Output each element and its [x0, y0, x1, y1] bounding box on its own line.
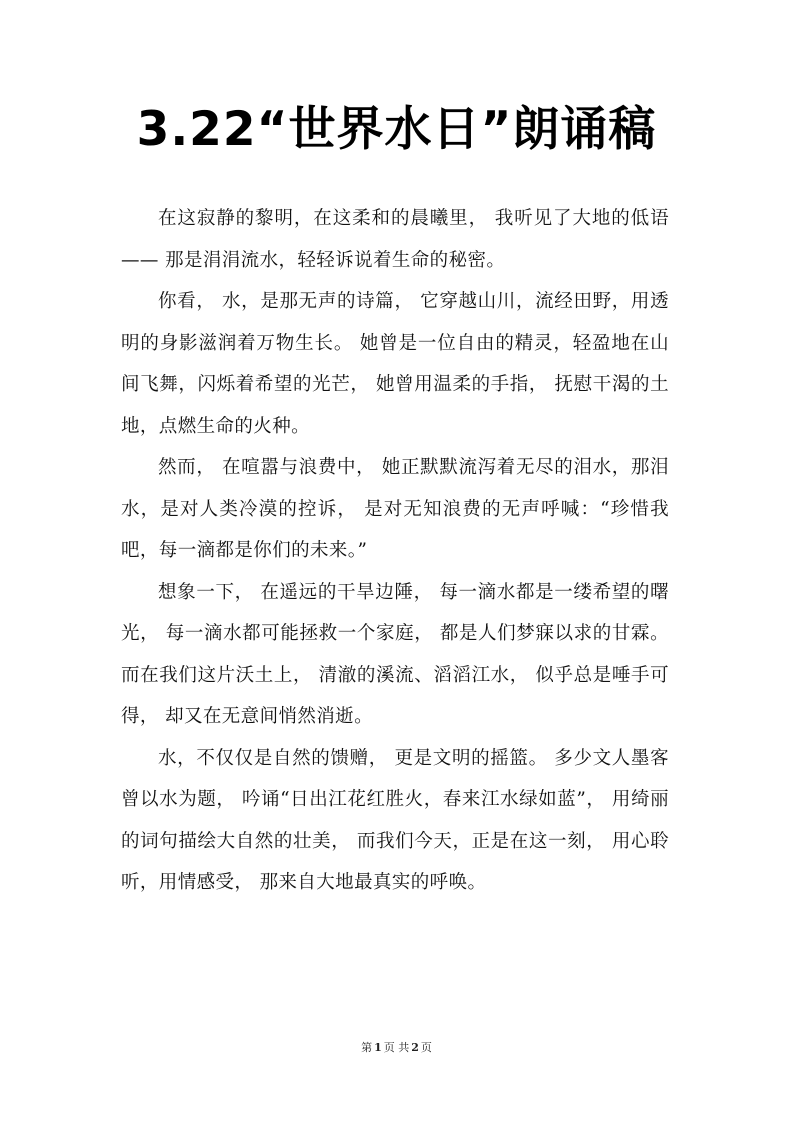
- footer-total-pages: 2: [411, 1041, 419, 1054]
- document-body: [121, 198, 669, 904]
- paragraph-1: 在这寂静的黎明，在这柔和的晨曦里， 我听见了大地的低语—— 那是涓涓流水，轻轻诉说着生命的秘密。: [121, 208, 669, 271]
- paragraph-4: 想象一下， 在遥远的干旱边陲， 每一滴水都是一缕希望的曙光， 每一滴水都可能拯救一个家庭， 都是人们梦寐以求的甘霖。 而在我们这片沃土上， 清澈的溪流、滔滔江水， 似乎总是唾手可得， 却又在无意间悄然消逝。: [121, 581, 669, 727]
- paragraph-2: 你看， 水，是那无声的诗篇， 它穿越山川，流经田野，用透明的身影滋润着万物生长。 她曾是一位自由的精灵，轻盈地在山间飞舞，闪烁着希望的光芒， 她曾用温柔的手指， 抚慰干渴的土地，点燃生命的火种。: [121, 291, 669, 437]
- footer-middle: 页 共: [383, 1041, 410, 1054]
- document-title: 3.22“世界水日”朗诵稿: [136, 102, 657, 157]
- footer-suffix: 页: [420, 1041, 432, 1054]
- page-footer: [0, 1040, 793, 1056]
- footer-current-page: 1: [374, 1041, 382, 1054]
- footer-prefix: 第: [361, 1041, 373, 1054]
- paragraph-5: 水，不仅仅是自然的馈赠， 更是文明的摇篮。 多少文人墨客曾以水为题， 吟诵“日出江花红胜火，春来江水绿如蓝”， 用绮丽的词句描绘大自然的壮美， 而我们今天，正是在这一刻， 用心聆听，用情感受， 那来自大地最真实的呼唤。: [121, 747, 669, 893]
- paragraph-3: 然而， 在喧嚣与浪费中， 她正默默流泻着无尽的泪水，那泪水，是对人类冷漠的控诉， 是对无知浪费的无声呼喊：“珍惜我吧，每一滴都是你们的未来。”: [121, 457, 669, 561]
